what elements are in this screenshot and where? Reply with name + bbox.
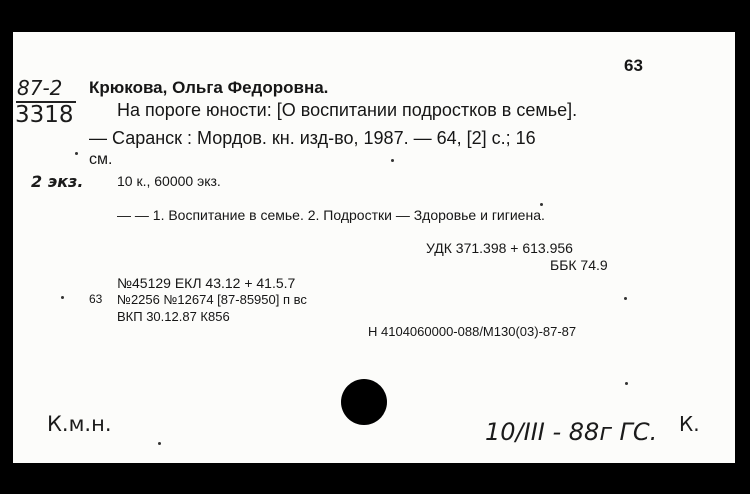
imprint-line: — Саранск : Мордов. кн. изд-во, 1987. — 64, [2] с.; 16 [89, 128, 536, 148]
registration-prefix: 63 [89, 292, 103, 306]
registration-line-1: №45129 ЕКЛ 43.12 + 41.5.7 [117, 275, 296, 291]
classification-code: Н 4104060000-088/М130(03)-87-87 [368, 324, 577, 339]
speck [540, 203, 543, 206]
handwritten-note-left: К.м.н. [47, 412, 112, 436]
shelf-mark-bottom: 3318 [15, 102, 74, 128]
speck [625, 382, 628, 385]
catalog-card [13, 32, 735, 463]
speck [391, 159, 394, 162]
author-heading: Крюкова, Ольга Федоровна. [89, 78, 329, 97]
price-line: 10 к., 60000 экз. [117, 173, 221, 189]
copies-note: 2 экз. [31, 172, 84, 191]
subjects-line: — — 1. Воспитание в семье. 2. Подростки — Здоровье и гигиена. [117, 207, 545, 223]
udk-line: УДК 371.398 + 613.956 [426, 240, 573, 256]
speck [624, 297, 627, 300]
shelf-mark-top: 87-2 [17, 76, 63, 100]
speck [158, 442, 161, 445]
punch-hole [341, 379, 387, 425]
handwritten-note-right: К. [679, 412, 700, 436]
imprint-continuation: см. [89, 151, 113, 168]
speck [61, 296, 64, 299]
bbk-line: ББК 74.9 [550, 257, 608, 273]
title-line: На пороге юности: [О воспитании подростков в семье]. [117, 100, 578, 120]
registration-line-3: ВКП 30.12.87 К856 [117, 309, 230, 324]
speck [75, 152, 78, 155]
page-number: 63 [624, 56, 643, 75]
handwritten-date: 10/III - 88г ГС. [485, 418, 658, 446]
registration-line-2: №2256 №12674 [87-85950] п вс [117, 292, 307, 307]
